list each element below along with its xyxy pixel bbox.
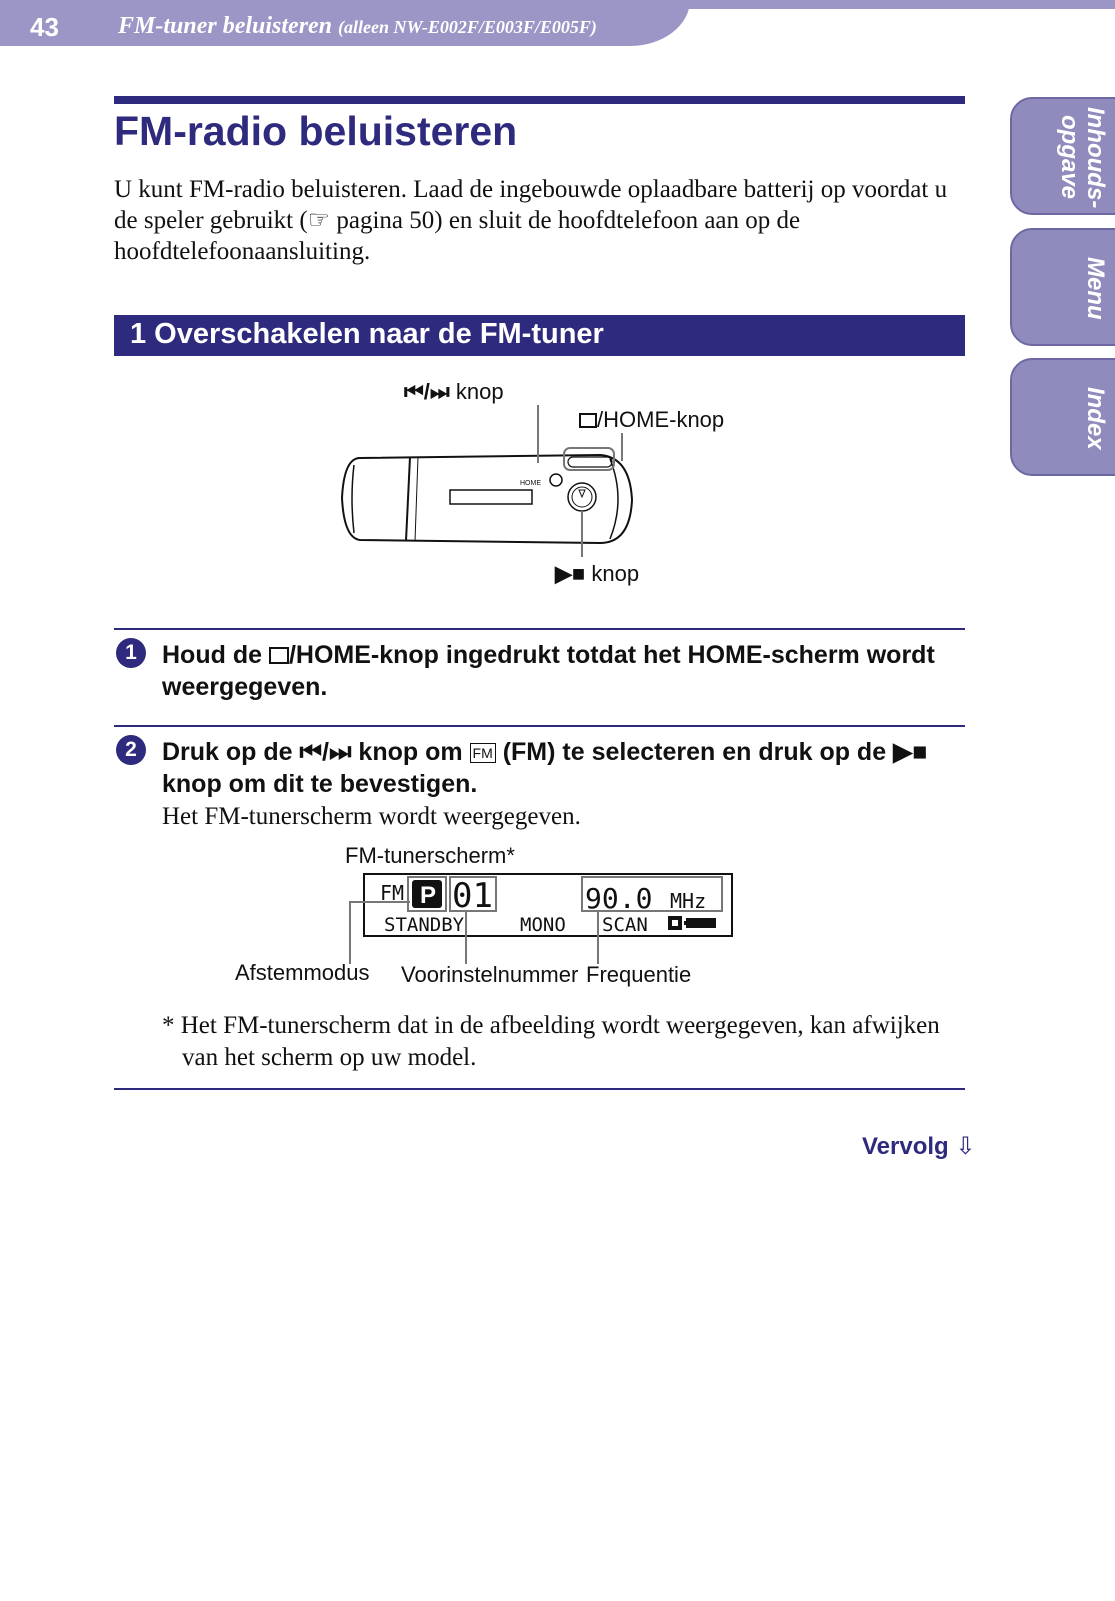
- page-number: 43: [30, 12, 59, 42]
- home-label-text: /HOME-knop: [597, 407, 725, 432]
- lcd-scan: SCAN: [602, 914, 648, 936]
- step-number: 1: [116, 638, 146, 668]
- header-models-note: (alleen NW-E002F/E003F/E005F): [338, 17, 597, 37]
- folder-icon: [579, 413, 597, 428]
- prev-next-icon: ⏮/⏭: [299, 738, 352, 766]
- intro-page-ref[interactable]: pagina 50: [336, 207, 435, 234]
- step-1-text: [162, 639, 962, 703]
- lcd-standby: STANDBY: [384, 914, 465, 936]
- header-title-text: FM-tuner beluisteren: [118, 13, 333, 39]
- title-rule: [114, 96, 965, 104]
- play-stop-icon: ▶■: [555, 561, 586, 586]
- home-button-label: [579, 407, 724, 433]
- continue-link[interactable]: [862, 1132, 976, 1161]
- lcd-preset: 01: [452, 876, 493, 916]
- intro-text-2: ) en sluit de hoofdtelefoon aan op de hoofdtelefoonaansluiting.: [114, 207, 801, 265]
- intro-text-1: U kunt FM-radio beluisteren. Laad de ingebouwde oplaadbare batterij op voordat u de speler gebruikt (: [114, 176, 948, 234]
- arrow-down-icon: ⇩: [955, 1133, 976, 1160]
- tab-contents[interactable]: [1010, 97, 1115, 215]
- reference-hand-icon: ☞: [307, 207, 337, 234]
- prev-next-icon: ⏮/⏭: [404, 379, 450, 404]
- fm-tuner-screen: [340, 868, 740, 972]
- footnote: * Het FM-tunerscherm dat in de afbeelding wordt weergegeven, kan afwijken van het scherm op uw model.: [162, 1012, 940, 1071]
- step-1-text-a: Houd de: [162, 641, 269, 669]
- step-2-text-c: (FM) te selecteren en druk op de: [495, 738, 894, 766]
- label-frequency: Frequentie: [586, 962, 692, 987]
- play-button-label: [555, 561, 639, 587]
- step-number: 2: [116, 735, 146, 765]
- section-heading: 1 Overschakelen naar de FM-tuner: [130, 318, 604, 350]
- play-stop-icon: ▶■: [893, 738, 928, 766]
- play-label-text: knop: [591, 561, 640, 586]
- tab-contents-label: Inhouds-opgave: [1056, 107, 1109, 209]
- tab-menu-label: Menu: [1082, 256, 1109, 320]
- page-title: FM-radio beluisteren: [114, 108, 518, 154]
- step-2-result: Het FM-tunerscherm wordt weergegeven.: [162, 803, 581, 830]
- step-2-text-d: knop om dit te bevestigen.: [162, 770, 478, 798]
- fm-icon: FM: [470, 743, 496, 763]
- tab-index-label: Index: [1082, 386, 1109, 450]
- battery-icon: [686, 918, 716, 928]
- step-2-text-b: knop om: [351, 738, 470, 766]
- lcd-mono: MONO: [520, 914, 566, 936]
- step-1-text-b: /HOME-knop ingedrukt totdat het HOME-scherm wordt weergegeven.: [162, 641, 935, 701]
- tab-menu[interactable]: [1010, 228, 1115, 346]
- skip-label-text: knop: [455, 379, 504, 404]
- step-2-text: [162, 736, 962, 800]
- continue-text: Vervolg: [862, 1133, 949, 1160]
- skip-button-label: [404, 379, 504, 405]
- step-divider: [114, 725, 965, 727]
- step-divider: [114, 628, 965, 630]
- intro-paragraph: [114, 174, 964, 267]
- lcd-fm: FM: [380, 881, 405, 905]
- folder-icon: [269, 647, 289, 664]
- tab-index[interactable]: [1010, 358, 1115, 476]
- bottom-divider: [114, 1088, 965, 1090]
- header-section-title: [118, 13, 597, 40]
- lcd-frequency: 90.0: [585, 882, 653, 915]
- device-home-text: HOME: [520, 480, 541, 487]
- lcd-p: P: [420, 882, 437, 909]
- label-tuning-mode: Afstemmodus: [235, 960, 370, 985]
- lcd-unit: MHz: [670, 889, 707, 913]
- step-2-text-a: Druk op de: [162, 738, 300, 766]
- screen-caption: FM-tunerscherm*: [345, 843, 515, 868]
- label-preset-number: Voorinstelnummer: [401, 962, 579, 987]
